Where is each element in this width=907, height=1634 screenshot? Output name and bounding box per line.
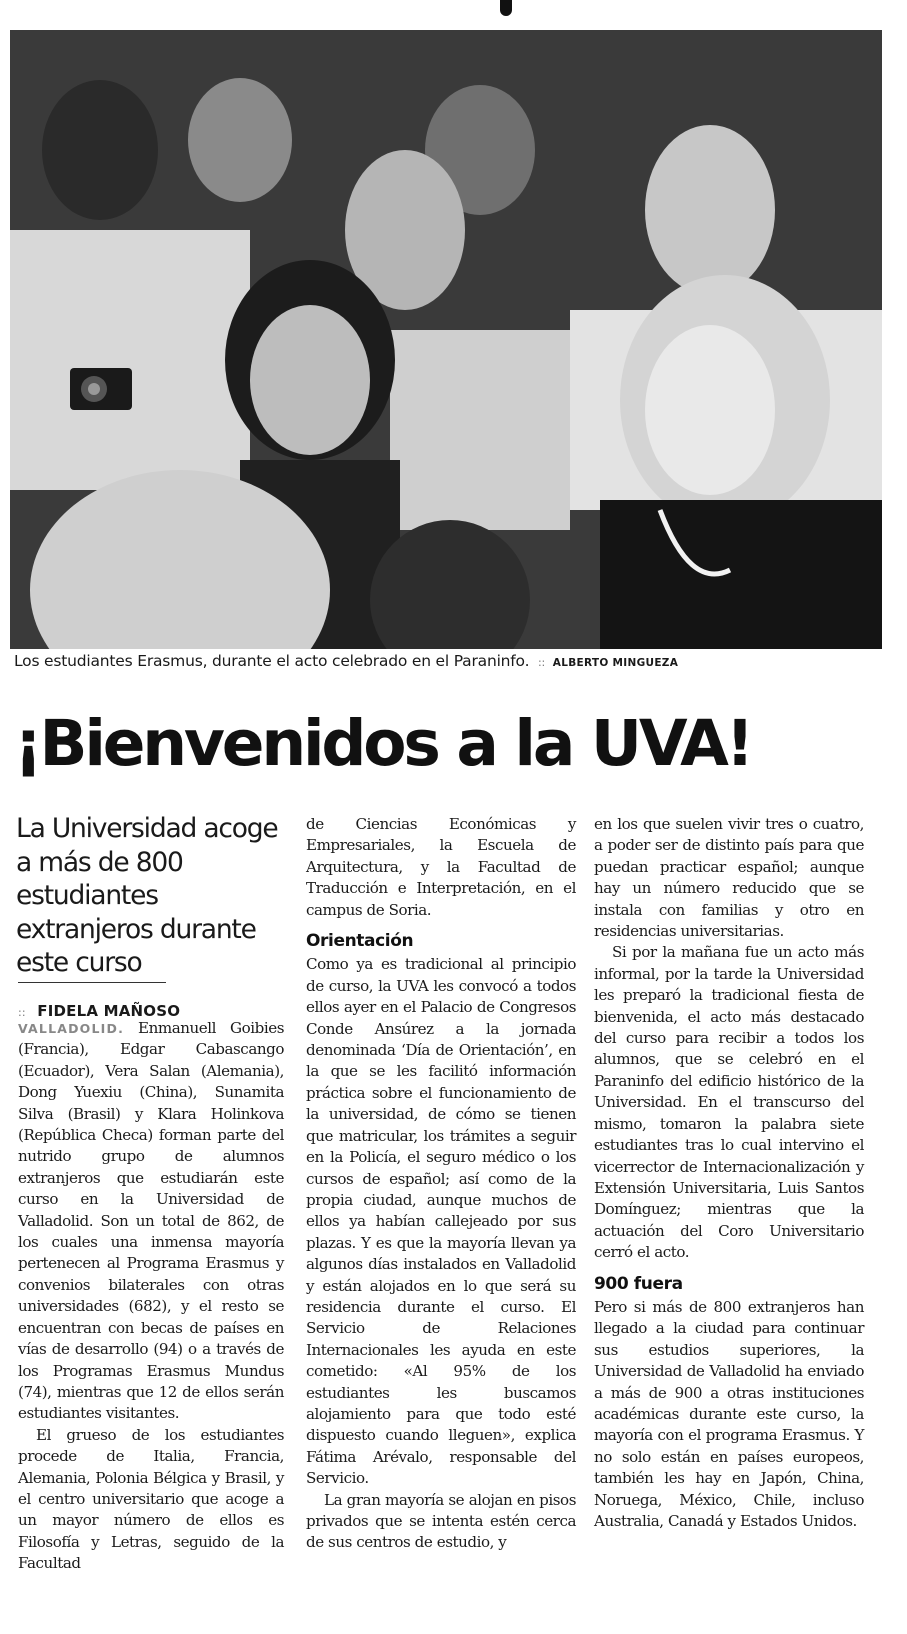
subheadline: La Universidad acoge a más de 800 estudiantes extranjeros durante este curso <box>16 813 278 978</box>
paragraph: en los que suelen vivir tres o cuatro, a poder ser de distinto país para que puedan practicar español; aunque hay un número reducido que se instala con familias y otro en residencias universitarias. <box>594 815 864 941</box>
photo-credit: ALBERTO MINGUEZA <box>552 657 679 669</box>
headline: ¡Bienvenidos a la UVA! <box>14 707 752 780</box>
article-column-1 <box>18 1018 284 1575</box>
audience-photo <box>10 30 882 649</box>
caption-text: Los estudiantes Erasmus, durante el acto celebrado en el Paraninfo. <box>14 652 530 670</box>
section-heading-orientacion: Orientación <box>306 931 414 952</box>
caption-separator: :: <box>538 656 546 669</box>
page-edge-mark <box>500 0 512 16</box>
news-photo <box>10 30 882 649</box>
paragraph: Como ya es tradicional al principio de curso, la UVA les convocó a todos ellos ayer en el Palacio de Congresos Conde Ansúrez a la jornada denominada ‘Día de Orientación’, en la que se les facilitó información práctica sobre el funcionamiento de la universidad, de cómo se tienen que matricular, los trámites a seguir en la Policía, el seguro médico o los cursos de español; así como de la propia ciudad, aunque muchos de ellos ya habían callejeado por sus plazas. Y es que la mayoría llevan ya algunos días instalados en Valladolid y están alojados en lo que será su residencia durante el curso. El Servicio de Relaciones Internacionales les ayuda en este cometido: «Al 95% de los estudiantes les buscamos alojamiento para que todo esté dispuesto cuando lleguen», explica Fátima Arévalo, responsable del Servicio. <box>306 955 576 1488</box>
paragraph: Pero si más de 800 extranjeros han llegado a la ciudad para continuar sus estudios superiores, la Universidad de Valladolid ha enviado a más de 900 a otras instituciones académicas durante este curso, la mayoría con el programa Erasmus. Y no solo están en países europeos, también les hay en Japón, China, Noruega, México, Chile, incluso Australia, Canadá y Estados Unidos. <box>594 1297 864 1530</box>
author-name: FIDELA MAÑOSO <box>37 1002 181 1020</box>
article-column-2 <box>306 814 576 1554</box>
paragraph-text: Enmanuell Goibies (Francia), Edgar Cabascango (Ecuador), Vera Salan (Alemania), Dong Yuexiu (China), Sunamita Silva (Brasil) y Klara Holinkova (República Checa) forman parte del nutrido grupo de alumnos extranjeros que estudiarán este curso en la Universidad de Valladolid. Son un total de 862, de los cuales una inmensa mayoría pertenecen al Programa Erasmus y convenios bilaterales con otras universidades (682), y el resto se encuentran con becas de países en vías de desarrollo (94) o a través de los Programas Erasmus Mundus (74), mientras que 12 de ellos serán estudiantes visitantes. <box>18 1019 284 1423</box>
dateline-place: VALLADOLID. <box>18 1021 125 1036</box>
camera-icon <box>70 368 132 410</box>
article-column-3 <box>594 814 864 1532</box>
byline-separator: :: <box>18 1006 26 1019</box>
paragraph: El grueso de los estudiantes procede de Italia, Francia, Alemania, Polonia Bélgica y Brasil, y el centro universitario que acoge a un mayor número de ellos es Filosofía y Letras, seguido de la Facultad <box>18 1425 284 1573</box>
section-heading-900-fuera: 900 fuera <box>594 1273 683 1294</box>
paragraph: de Ciencias Económicas y Empresariales, la Escuela de Arquitectura, y la Facultad de Traducción e Interpretación, en el campus de Soria. <box>306 815 576 919</box>
paragraph: La gran mayoría se alojan en pisos privados que se intenta estén cerca de sus centros de estudio, y <box>306 1490 576 1552</box>
paragraph: Si por la mañana fue un acto más informal, por la tarde la Universidad les preparó la tradicional fiesta de bienvenida, el acto más destacado del curso para recibir a todos los alumnos, que se celebró en el Paraninfo del edificio histórico de la Universidad. En el transcurso del mismo, tomaron la palabra siete estudiantes tras lo cual intervino el vicerrector de Internacionalización y Extensión Universitaria, Luis Santos Domínguez; mientras que la actuación del Coro Universitario cerró el acto. <box>594 943 864 1262</box>
paragraph <box>18 1018 284 1425</box>
photo-caption <box>14 652 894 670</box>
subheadline-rule <box>18 982 166 983</box>
